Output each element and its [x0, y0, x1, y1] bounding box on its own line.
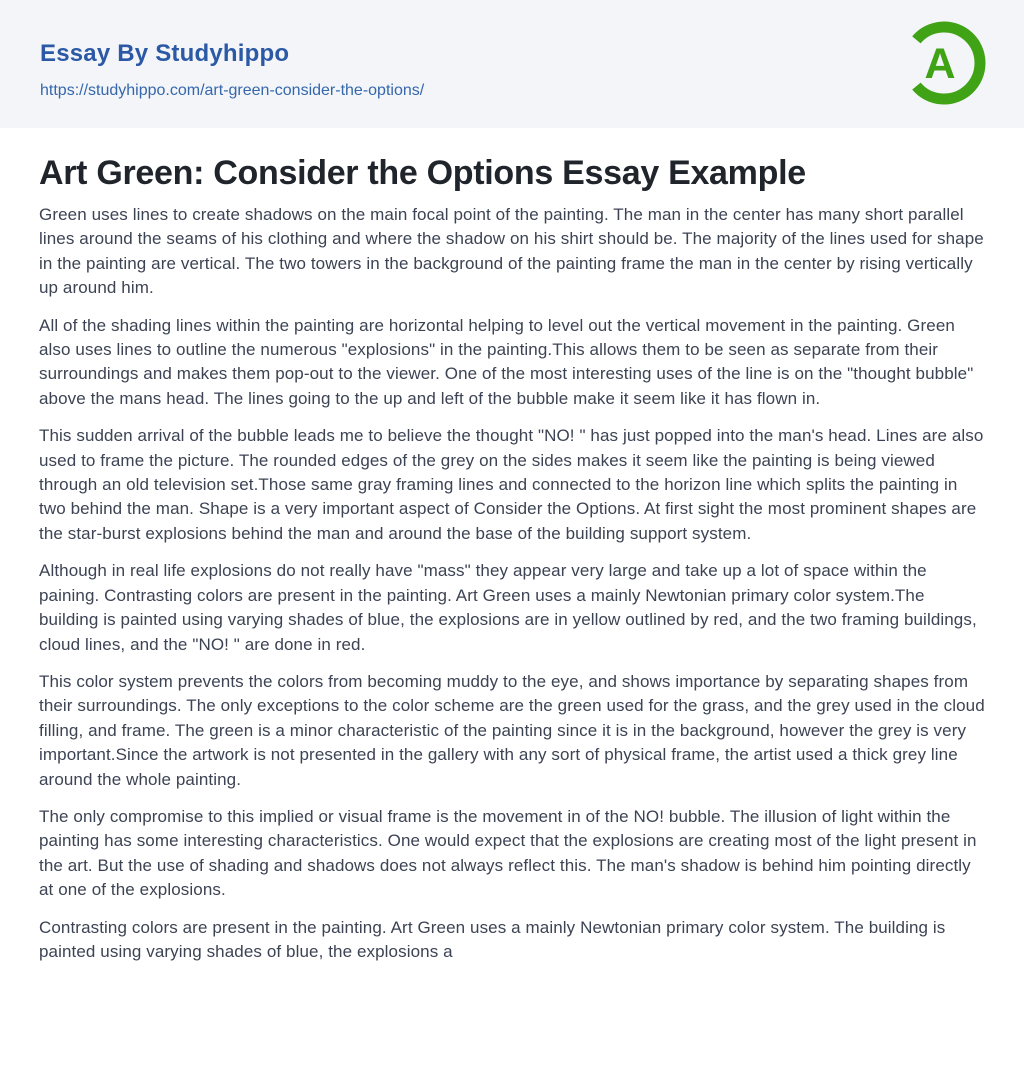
essay-paragraph: This sudden arrival of the bubble leads me to believe the thought "NO! " has just popped into the man's head. Lines are also used to frame the picture. The rounded edges of the grey on the sides makes it seem like the painting is being viewed through an old television set.Those same gray framing lines and connected to the horizon line which splits the painting in two behind the man. Shape is a very important aspect of Consider the Options. At first sight the most prominent shapes are the star-burst explosions behind the man and around the base of the building support system. [39, 426, 984, 543]
essay-content [0, 152, 1024, 964]
logo-letter: A [924, 40, 956, 88]
essay-paragraph: Although in real life explosions do not really have "mass" they appear very large and take up a lot of space within the paining. Contrasting colors are present in the painting. Art Green uses a mainly Newtonian primary color system.The building is painted using varying shades of blue, the explosions are in yellow outlined by red, and the two framing buildings, cloud lines, and the "NO! " are done in red. [39, 561, 977, 654]
site-title: Essay By Studyhippo [40, 40, 290, 67]
header-text-block [40, 40, 424, 100]
essay-paragraph: Contrasting colors are present in the painting. Art Green uses a mainly Newtonian primary color system. The building is painted using varying shades of blue, the explosions a [39, 917, 946, 961]
essay-paragraph: Green uses lines to create shadows on the main focal point of the painting. The man in the center has many short parallel lines around the seams of his clothing and where the shadow on his shirt should be. The majority of the lines used for shape in the painting are vertical. The two towers in the background of the painting frame the man in the center by rising vertically up around him. [39, 205, 984, 298]
studyhippo-logo [899, 18, 989, 108]
essay-paragraph: This color system prevents the colors from becoming muddy to the eye, and shows importance by separating shapes from their surroundings. The only exceptions to the color scheme are the green used for the grass, and the grey used in the cloud filling, and frame. The green is a minor characteristic of the painting since it is in the background, however the grey is very important.Since the artwork is not presented in the gallery with any sort of physical frame, the artist used a thick grey line around the whole painting. [39, 671, 985, 789]
page-header [0, 0, 1024, 128]
logo-arc-icon [899, 18, 989, 108]
essay-paragraph: The only compromise to this implied or visual frame is the movement in of the NO! bubble. The illusion of light within the painting has some interesting characteristics. One would expect that the explosions are creating most of the light present in the art. But the use of shading and shadows does not always reflect this. The man's shadow is behind him pointing directly at one of the explosions. [39, 806, 977, 900]
essay-paragraph: All of the shading lines within the painting are horizontal helping to level out the vertical movement in the painting. Green also uses lines to outline the numerous "explosions" in the painting.This allows them to be seen as separate from their surroundings and makes them pop-out to the viewer. One of the most interesting uses of the line is on the "thought bubble" above the mans head. The lines going to the up and left of the bubble make it seem like it has flown in. [39, 315, 974, 408]
page-url-link[interactable]: https://studyhippo.com/art-green-consider-the-options/ [40, 82, 425, 99]
essay-title: Art Green: Consider the Options Essay Example [39, 154, 806, 192]
